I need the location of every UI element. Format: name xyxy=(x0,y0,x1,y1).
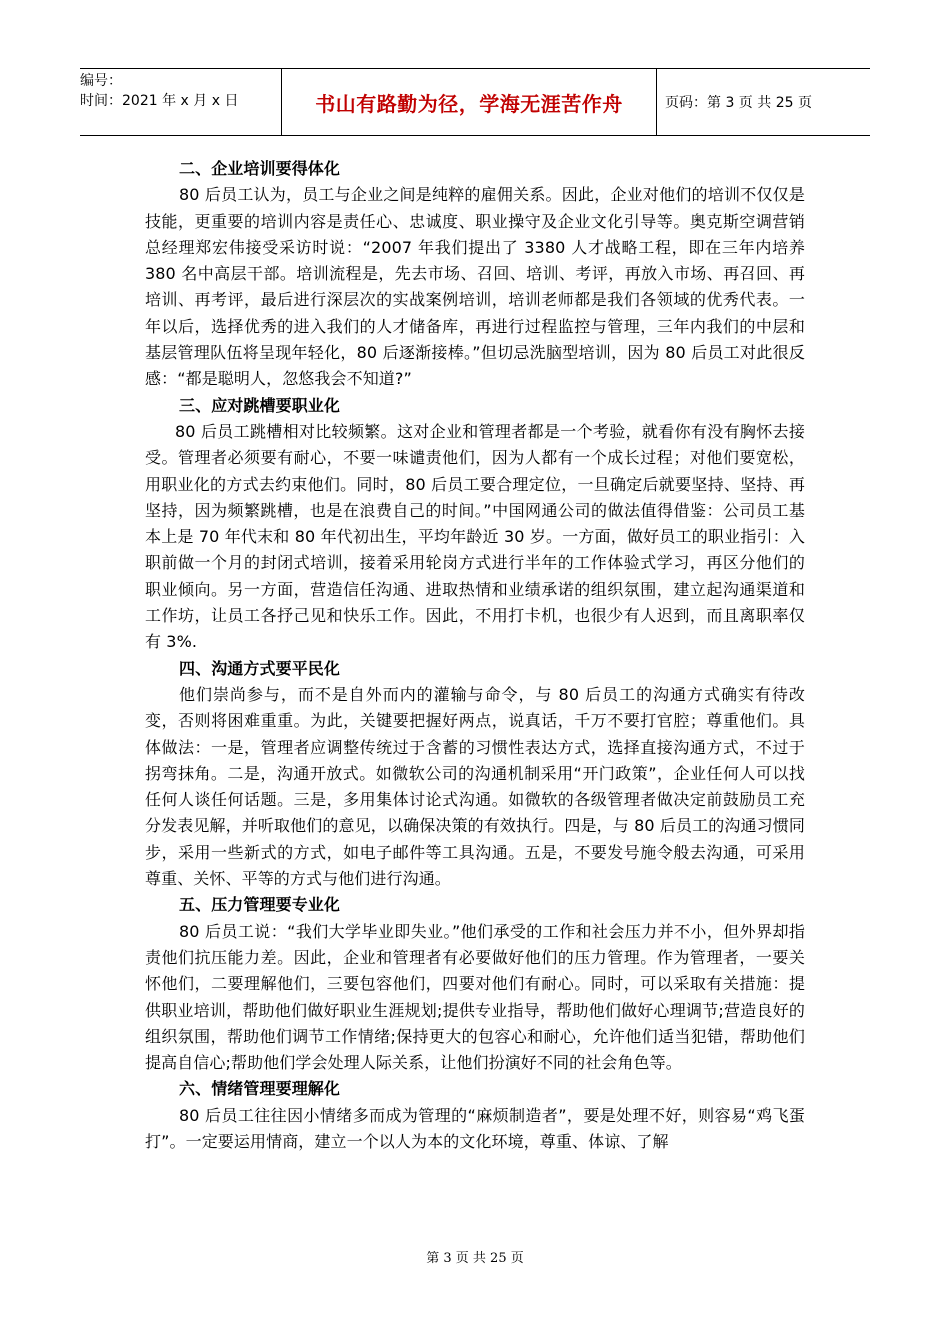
document-number-label: 编号： xyxy=(80,73,122,89)
section-heading: 六、情绪管理要理解化 xyxy=(179,1079,341,1099)
page-footer xyxy=(0,1247,950,1266)
section-heading: 三、应对跳槽要职业化 xyxy=(179,395,341,415)
header-motto: 书山有路勤为径，学海无涯苦作舟 xyxy=(315,91,623,116)
section-paragraph: 80 后员工跳槽相对比较频繁。这对企业和管理者都是一个考验，就看你有没有胸怀去接受。管理者必须要有耐心，不要一味谴责他们，因为人都有一个成长过程；对他们要宽松，用职业化的方式去约束他们。同时，80 后员工要合理定位，一旦确定后就要坚持、坚持、再坚持，因为频繁跳槽，也是在浪费自己的时间。”中国网通公司的做法值得借鉴：公司员工基本上是 70 年代末和 80 年代初出生，平均年龄近 30 岁。一方面，做好员工的职业指引：入职前做一个月的封闭式培训，接着采用轮岗方式进行半年的工作体验式学习，再区分他们的职业倾向。另一方面，营造信任沟通、进取热情和业绩承诺的组织氛围，建立起沟通渠道和工作坊，让员工各抒己见和快乐工作。因此，不用打卡机，也很少有人迟到，而且离职率仅有 3%. xyxy=(145,421,805,652)
section-paragraph: 80 后员工认为，员工与企业之间是纯粹的雇佣关系。因此，企业对他们的培训不仅仅是技能，更重要的培训内容是责任心、忠诚度、职业操守及企业文化引导等。奥克斯空调营销总经理郑宏伟接受采访时说：“2007 年我们提出了 3380 人才战略工程，即在三年内培养 380 名中高层干部。培训流程是，先去市场、召回、培训、考评，再放入市场、再召回、再培训、再考评，最后进行深层次的实战案例培训，培训老师都是我们各领域的优秀代表。一年以后，选择优秀的进入我们的人才储备库，再进行过程监控与管理，三年内我们的中层和基层管理队伍将呈现年轻化，80 后逐渐接棒。”但切忌洗脑型培训，因为 80 后员工对此很反感：“都是聪明人，忽悠我会不知道?” xyxy=(145,185,805,389)
footer-page-number: 第 3 页 共 25 页 xyxy=(426,1251,524,1266)
section-paragraph: 80 后员工往往因小情绪多而成为管理的“麻烦制造者”，要是处理不好，则容易“鸡飞蛋打”。一定要运用情商，建立一个以人为本的文化环境，尊重、体谅、了解 xyxy=(145,1105,805,1151)
section-heading: 四、沟通方式要平民化 xyxy=(179,658,341,678)
section-heading: 二、企业培训要得体化 xyxy=(179,159,341,178)
document-body xyxy=(145,156,805,1155)
page-header xyxy=(80,68,870,136)
section-paragraph: 他们崇尚参与，而不是自外而内的灌输与命令，与 80 后员工的沟通方式确实有待改变，否则将困难重重。为此，关键要把握好两点，说真话，千万不要打官腔；尊重他们。具体做法：一是，管理者应调整传统过于含蓄的习惯性表达方式，选择直接沟通方式，不过于拐弯抹角。二是，沟通开放式。如微软公司的沟通机制采用“开门政策”，企业任何人可以找任何人谈任何话题。三是，多用集体讨论式沟通。如微软的各级管理者做决定前鼓励员工充分发表见解，并听取他们的意见，以确保决策的有效执行。四是，与 80 后员工的沟通习惯同步，采用一些新式的方式，如电子邮件等工具沟通。五是，不要发号施令般去沟通，可采用尊重、关怀、平等的方式与他们进行沟通。 xyxy=(145,684,805,889)
header-motto-cell xyxy=(282,69,657,135)
header-page-number: 页码：第 3 页 共 25 页 xyxy=(665,95,812,111)
header-meta xyxy=(80,69,282,135)
header-page-cell xyxy=(657,69,870,135)
document-time-label: 时间：2021 年 x 月 x 日 xyxy=(80,93,239,109)
section-heading: 五、压力管理要专业化 xyxy=(179,895,341,915)
section-paragraph: 80 后员工说：“我们大学毕业即失业。”他们承受的工作和社会压力并不小，但外界却指责他们抗压能力差。因此，企业和管理者有必要做好他们的压力管理。作为管理者，一要关怀他们，二要理解他们，三要包容他们，四要对他们有耐心。同时，可以采取有关措施：提供职业培训，帮助他们做好职业生涯规划;提供专业指导，帮助他们做好心理调节;营造良好的组织氛围，帮助他们调节工作情绪;保持更大的包容心和耐心，允许他们适当犯错，帮助他们提高自信心;帮助他们学会处理人际关系，让他们扮演好不同的社会角色等。 xyxy=(145,921,805,1073)
